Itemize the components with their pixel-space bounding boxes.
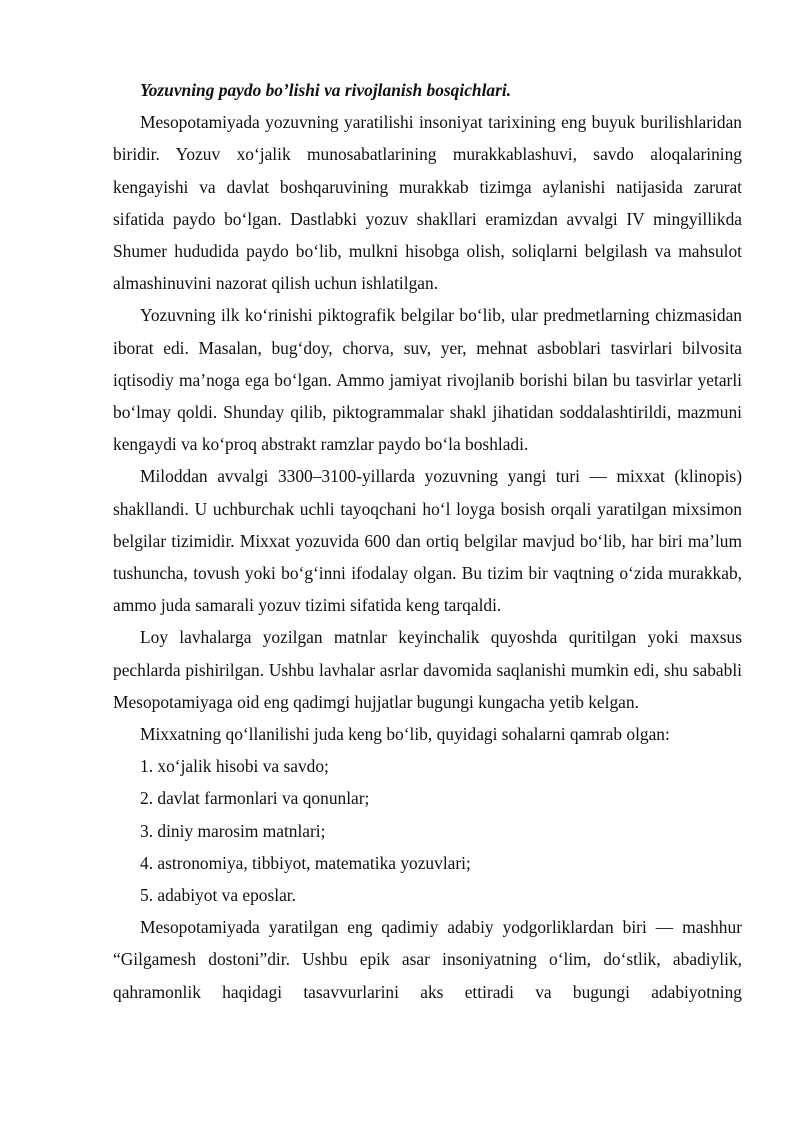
paragraph-writing-origins: Mesopotamiyada yozuvning yaratilishi insoniyat tarixining eng buyuk burilishlaridan biridir. Yozuv xo‘jalik munosabatlarining murakkablashuvi, savdo aloqalarining kengayishi va davlat boshqaruvining murakkab tizimga aylanishi natijasida zarurat sifatida paydo bo‘lgan. Dastlabki yozuv shakllari eramizdan avvalgi IV mingyillikda Shumer hududida paydo bo‘lib, mulkni hisobga olish, soliqlarni belgilash va mahsulot almashinuvini nazorat qilish uchun ishlatilgan.: [113, 112, 742, 294]
paragraph-gilgamesh: Mesopotamiyada yaratilgan eng qadimiy adabiy yodgorliklardan biri — mashhur “Gilgamesh dostoni”dir. Ushbu epik asar insoniyatning o‘lim, do‘stlik, abadiylik, qahramonlik haqidagi tasavvurlarini aks ettiradi va bugungi adabiyotning: [113, 917, 742, 1002]
paragraph-list-intro: Mixxatning qo‘llanilishi juda keng bo‘lib, quyidagi sohalarni qamrab olgan:: [140, 724, 670, 745]
usage-list: [113, 750, 742, 911]
document-page: [113, 74, 742, 1008]
paragraph-cuneiform: Miloddan avvalgi 3300–3100-yillarda yozuvning yangi turi — mixxat (klinopis) shakllandi. U uchburchak uchli tayoqchani ho‘l loyga bosish orqali yaratilgan mixsimon belgilar tizimidir. Mixxat yozuvida 600 dan ortiq belgilar mavjud bo‘lib, har biri ma’lum tushuncha, tovush yoki bo‘g‘inni ifodalay olgan. Bu tizim bir vaqtning o‘zida murakkab, ammo juda samarali yozuv tizimi sifatida keng tarqaldi.: [113, 466, 742, 616]
list-item: 4. astronomiya, tibbiyot, matematika yozuvlari;: [140, 852, 471, 873]
section-heading: Yozuvning paydo bo’lishi va rivojlanish bosqichlari.: [140, 80, 512, 100]
list-item: 2. davlat farmonlari va qonunlar;: [140, 788, 370, 809]
list-item: 1. xo‘jalik hisobi va savdo;: [140, 756, 329, 777]
paragraph-clay-tablets: Loy lavhalarga yozilgan matnlar keyinchalik quyoshda quritilgan yoki maxsus pechlarda pishirilgan. Ushbu lavhalar asrlar davomida saqlanishi mumkin edi, shu sababli Mesopotamiyaga oid eng qadimgi hujjatlar bugungi kungacha yetib kelgan.: [113, 627, 742, 712]
list-item: 5. adabiyot va eposlar.: [140, 885, 296, 906]
paragraph-pictographs: Yozuvning ilk ko‘rinishi piktografik belgilar bo‘lib, ular predmetlarning chizmasidan iborat edi. Masalan, bug‘doy, chorva, suv, yer, mehnat asboblari tasvirlari bilvosita iqtisodiy ma’noga ega bo‘lgan. Ammo jamiyat rivojlanib borishi bilan bu tasvirlar yetarli bo‘lmay qoldi. Shunday qilib, piktogrammalar shakl jihatidan soddalashtirildi, mazmuni kengaydi va ko‘proq abstrakt ramzlar paydo bo‘la boshladi.: [113, 305, 742, 455]
list-item: 3. diniy marosim matnlari;: [140, 820, 326, 841]
